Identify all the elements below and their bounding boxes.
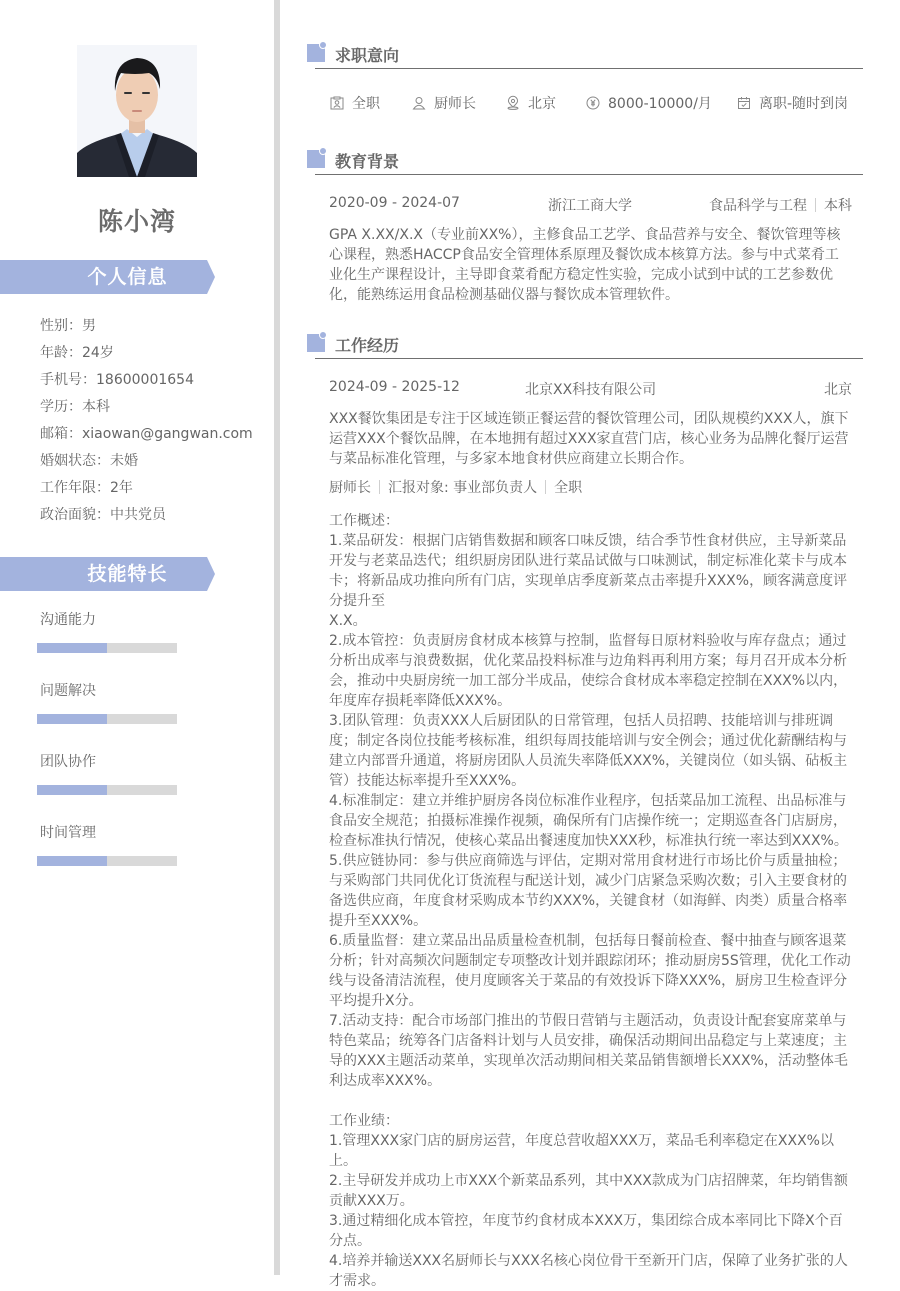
info-work-years: 工作年限：2年 <box>40 480 133 496</box>
skill-progress-fill <box>37 856 107 866</box>
skill-progress-fill <box>37 785 107 795</box>
education-school: 浙江工商大学 <box>548 198 632 214</box>
skills-title: 技能特长 <box>87 563 168 585</box>
work-employment-type: 全职 <box>554 480 583 496</box>
company-intro <box>329 409 854 469</box>
skills-header <box>0 557 215 591</box>
text-line: 工作业绩： <box>329 1113 399 1129</box>
text-line: 导的XXX主题活动菜单，实现单次活动期间相关菜品销售额增长XXX%，活动整体毛 <box>329 1053 848 1069</box>
intent-availability-text: 离职-随时到岗 <box>759 96 849 112</box>
work-report-to: 汇报对象: 事业部负责人 <box>388 480 538 496</box>
text-line: GPA X.XX/X.X（专业前XX%），主修食品工艺学、食品营养与安全、餐饮管理等核 <box>329 227 841 243</box>
skill-item <box>40 753 180 771</box>
separator <box>815 198 816 212</box>
location-pin-icon <box>506 96 520 110</box>
text-line: 2.主导研发并成功上市XXX个新菜品系列，其中XXX款成为门店招牌菜，年均销售额 <box>329 1173 848 1189</box>
text-line: 6.质量监督：建立菜品出品质量检查机制，包括每日餐前检查、餐中抽查与顾客退菜 <box>329 933 847 949</box>
intent-position-text: 厨师长 <box>434 96 476 112</box>
text-line: 1.菜品研发：根据门店销售数据和顾客口味反馈，结合季节性食材供应，主导新菜品 <box>329 533 847 549</box>
separator <box>545 480 546 494</box>
text-line: 分点。 <box>329 1233 371 1249</box>
work-header <box>307 331 863 361</box>
text-line: 管）技能达标率提升至XXX%。 <box>329 773 526 789</box>
education-period: 2020-09 - 2024-07 <box>329 195 460 211</box>
work-title: 工作经历 <box>335 336 400 355</box>
text-line: 4.培养并输送XXX名厨师长与XXX名核心岗位骨干至新开门店，保障了业务扩张的人 <box>329 1253 848 1269</box>
text-line: XXX餐饮集团是专注于区域连锁正餐运营的餐饮管理公司，团队规模约XXX人，旗下 <box>329 411 849 427</box>
education-header <box>307 147 863 177</box>
personal-info-header <box>0 260 215 294</box>
intent-city-text: 北京 <box>528 96 556 112</box>
text-line: 才需求。 <box>329 1273 385 1289</box>
text-line: 业化生产课程设计，主导即食菜肴配方稳定性实验，完成小试到中试的工艺参数优 <box>329 267 833 283</box>
text-line: 工作概述： <box>329 513 399 529</box>
intent-availability <box>737 93 848 113</box>
text-line: 7.活动支持：配合市场部门推出的节假日营销与主题活动，负责设计配套宴席菜单与 <box>329 1013 847 1029</box>
work-position: 厨师长 <box>329 480 371 496</box>
section-marker-icon <box>307 41 328 62</box>
info-political-status: 政治面貌：中共党员 <box>40 507 166 523</box>
skill-progress-bar <box>37 856 177 866</box>
skill-progress-bar <box>37 643 177 653</box>
info-education: 学历：本科 <box>40 399 110 415</box>
info-gender: 性别：男 <box>40 318 96 334</box>
text-line: 1.管理XXX家门店的厨房运营，年度总营收超XXX万，菜品毛利率稳定在XXX%以 <box>329 1133 834 1149</box>
info-email: 邮箱：xiaowan@gangwan.com <box>40 426 253 442</box>
education-major-degree <box>709 195 852 215</box>
text-line: 建立内部晋升通道，将厨房团队人员流失率降低XXX%，关键岗位（如头锅、砧板主 <box>329 753 848 769</box>
blank-line <box>329 1091 854 1111</box>
work-details <box>329 511 854 1291</box>
text-line: 化，能熟练运用食品检测基础仪器与餐饮成本管理软件。 <box>329 287 679 303</box>
text-line: 3.团队管理：负责XXX人后厨团队的日常管理，包括人员招聘、技能培训与排班调 <box>329 713 834 729</box>
job-intent-header <box>307 41 863 71</box>
candidate-name: 陈小湾 <box>97 207 176 236</box>
intent-salary-text: 8000-10000/月 <box>608 96 712 112</box>
text-line: 线与设备清洁流程，使月度顾客关于菜品的有效投诉下降XXX%，厨房卫生检查评分 <box>329 973 848 989</box>
job-intent-title: 求职意向 <box>335 46 400 65</box>
text-line: 特色菜品；统筹各门店备料计划与人员安排，确保活动期间出品稳定与上菜速度；主 <box>329 1033 847 1049</box>
text-line: 提升至XXX%。 <box>329 913 428 929</box>
text-line: 平均提升X分。 <box>329 993 423 1009</box>
personal-info-list <box>40 313 253 529</box>
sidebar <box>0 0 274 1275</box>
skill-label: 沟通能力 <box>40 612 96 628</box>
education-title: 教育背景 <box>335 152 400 171</box>
text-line: 卡；将新品成功推向所有门店，实现单店季度新菜点击率提升XXX%，顾客满意度评 <box>329 573 848 589</box>
info-marital-status: 婚姻状态：未婚 <box>40 453 138 469</box>
intent-city <box>506 93 556 113</box>
skill-item <box>40 824 180 842</box>
intent-job-type <box>330 93 380 113</box>
text-line: 与采购部门共同优化订货流程与配送计划，减少门店紧急采购次数；引入主要食材的 <box>329 873 847 889</box>
text-line: 备选供应商，年度食材采购成本节约XXX%，关键食材（如海鲜、肉类）质量合格率 <box>329 893 848 909</box>
text-line: 检查标准执行情况，使核心菜品出餐速度加快XXX秒，标准执行统一率达到XXX%。 <box>329 833 848 849</box>
work-entry-header <box>329 379 852 399</box>
calendar-icon <box>737 96 751 110</box>
text-line: 3.通过精细化成本管控，年度节约食材成本XXX万，集团综合成本率同比下降X个百 <box>329 1213 843 1229</box>
text-line: 2.成本管控：负责厨房食材成本核算与控制，监督每日原材料验收与库存盘点；通过 <box>329 633 847 649</box>
work-period: 2024-09 - 2025-12 <box>329 379 460 395</box>
info-age: 年龄：24岁 <box>40 345 114 361</box>
person-icon <box>412 96 426 110</box>
section-marker-icon <box>307 147 328 168</box>
info-phone: 手机号：18600001654 <box>40 372 194 388</box>
education-degree: 本科 <box>824 198 852 214</box>
text-line: 分析出成率与浪费数据，优化菜品投料标准与边角料再利用方案；每月召开成本分析 <box>329 653 847 669</box>
skill-label: 时间管理 <box>40 825 96 841</box>
skill-progress-bar <box>37 714 177 724</box>
text-line: 会，推动中央厨房统一加工部分半成品，使综合食材成本率稳定控制在XXX%以内， <box>329 673 848 689</box>
section-rule <box>315 358 863 359</box>
skill-label: 团队协作 <box>40 754 96 770</box>
text-line: 4.标准制定：建立并维护厨房各岗位标准作业程序，包括菜品加工流程、出品标准与 <box>329 793 847 809</box>
yuan-coin-icon <box>586 96 600 110</box>
section-rule <box>315 174 863 175</box>
skill-progress-bar <box>37 785 177 795</box>
skill-progress-fill <box>37 643 107 653</box>
profile-photo <box>77 45 197 177</box>
intent-position <box>412 93 476 113</box>
text-line: X.X。 <box>329 613 367 629</box>
education-entry-header <box>329 195 852 215</box>
text-line: 食品安全规范；拍摄标准操作视频，确保所有门店操作统一；定期巡查各门店厨房， <box>329 813 847 829</box>
text-line: 运营XXX个餐饮品牌，在本地拥有超过XXX家直营门店，核心业务为品牌化餐厅运营 <box>329 431 849 447</box>
text-line: 利达成率XXX%。 <box>329 1073 442 1089</box>
skill-label: 问题解决 <box>40 683 96 699</box>
education-description <box>329 225 854 305</box>
work-city: 北京 <box>824 382 852 398</box>
intent-job-type-text: 全职 <box>352 96 380 112</box>
section-marker-icon <box>307 331 328 352</box>
text-line: 5.供应链协同：参与供应商筛选与评估，定期对常用食材进行市场比价与质量抽检； <box>329 853 847 869</box>
personal-info-title: 个人信息 <box>87 266 168 288</box>
skill-item <box>40 682 180 700</box>
skill-item <box>40 611 180 629</box>
work-company: 北京XX科技有限公司 <box>525 382 657 398</box>
job-intent-row <box>330 93 870 113</box>
text-line: 上。 <box>329 1153 357 1169</box>
text-line: 分析；针对高频次问题制定专项整改计划并跟踪闭环；推动厨房5S管理，优化工作动 <box>329 953 851 969</box>
separator <box>379 480 380 494</box>
intent-salary <box>586 93 712 113</box>
text-line: 年度库存损耗率降低XXX%。 <box>329 693 512 709</box>
main-content <box>280 0 900 1289</box>
text-line: 贡献XXX万。 <box>329 1193 414 1209</box>
work-tags <box>329 477 582 497</box>
text-line: 度；制定各岗位技能考核标准，组织每周技能培训与安全例会；通过优化薪酬结构与 <box>329 733 847 749</box>
education-major: 食品科学与工程 <box>709 198 807 214</box>
skill-progress-fill <box>37 714 107 724</box>
text-line: 开发与老菜品迭代；组织厨房团队进行菜品试做与口味测试，制定标准化菜卡与成本 <box>329 553 847 569</box>
text-line: 分提升至 <box>329 593 385 609</box>
text-line: 心课程，熟悉HACCP食品安全管理体系原理及餐饮成本核算方法。参与中式菜肴工 <box>329 247 839 263</box>
briefcase-id-icon <box>330 96 344 110</box>
text-line: 与菜品标准化管理，与多家本地食材供应商建立长期合作。 <box>329 451 693 467</box>
section-rule <box>315 68 863 69</box>
